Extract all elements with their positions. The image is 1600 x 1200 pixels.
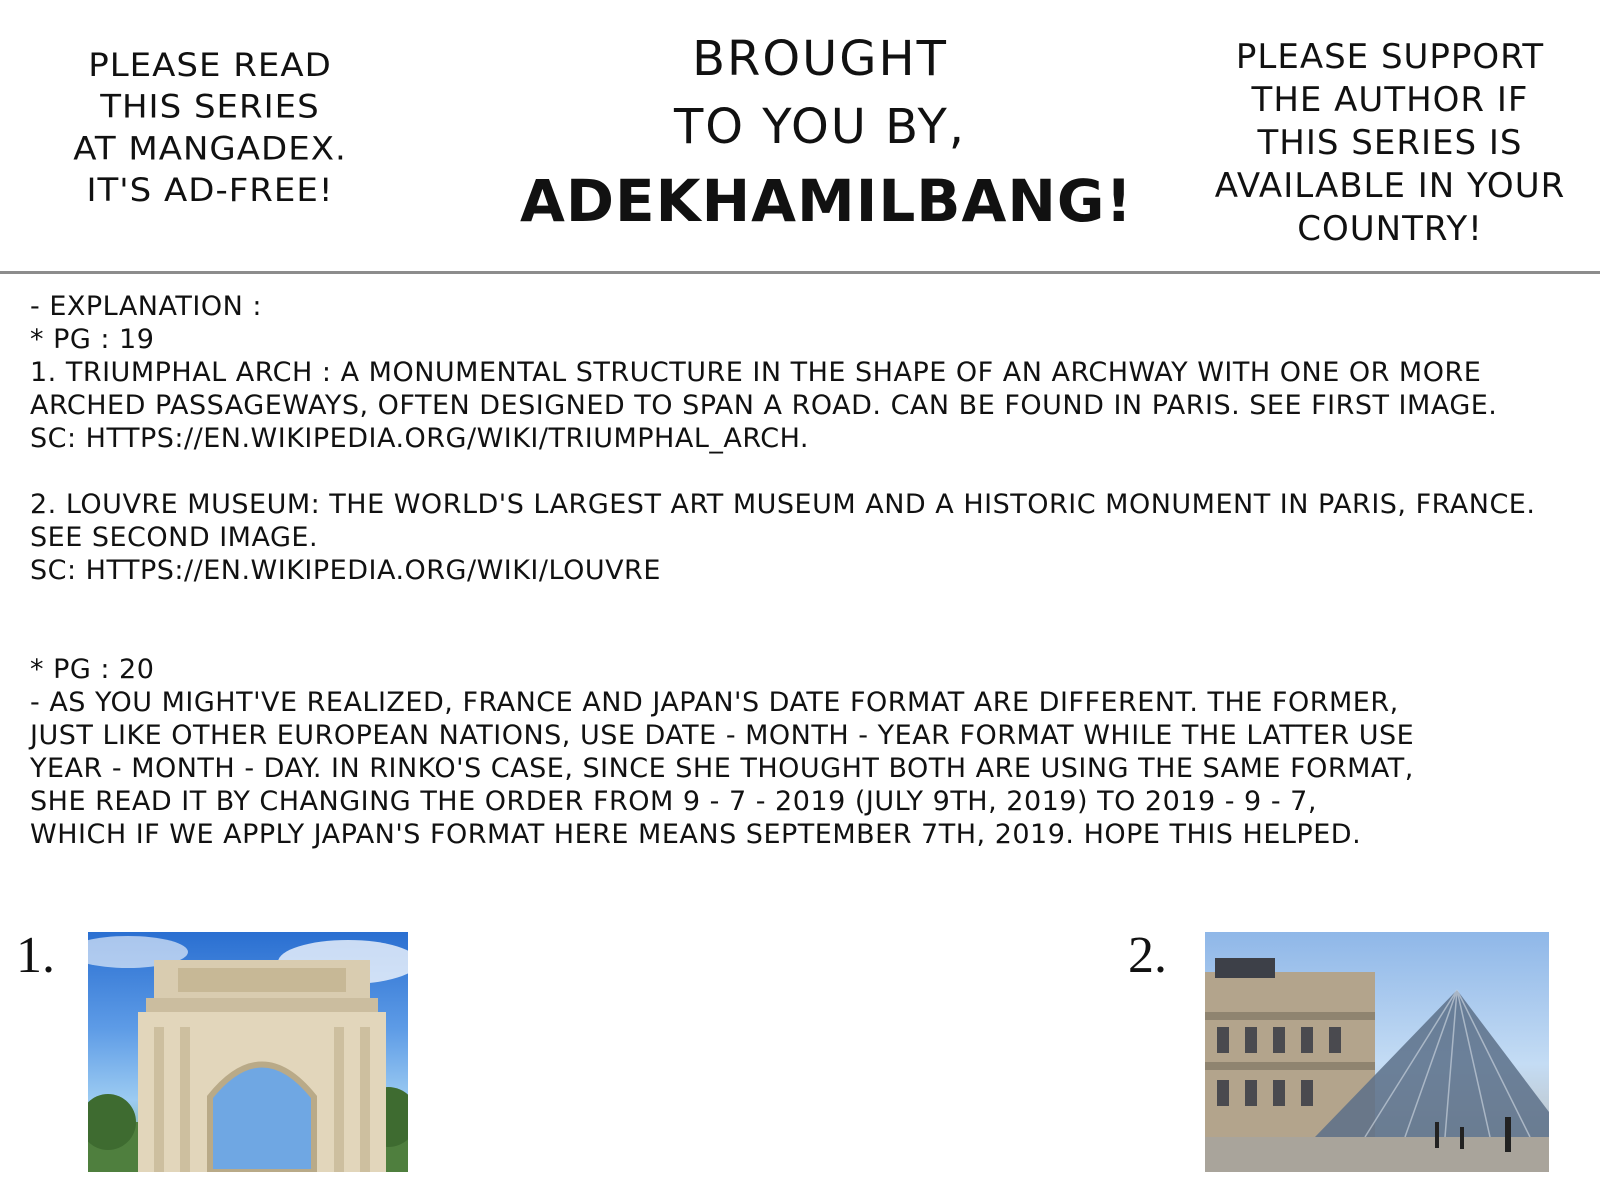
mangadex-notice-line: IT'S AD-FREE! (86, 171, 334, 210)
mangadex-notice-line: THIS SERIES (100, 88, 320, 127)
louvre-pyramid-illustration (1205, 932, 1549, 1172)
scanlator-credit (520, 28, 1133, 238)
explanation-notes (30, 290, 1590, 851)
note-line: SC: HTTPS://EN.WIKIPEDIA.ORG/WIKI/TRIUMPHAL_ARCH. (30, 423, 810, 454)
credit-line-brought: BROUGHT (692, 31, 948, 87)
triumphal-arch-illustration (88, 932, 408, 1172)
mangadex-notice-line: PLEASE READ (88, 46, 332, 85)
header-divider (0, 271, 1600, 274)
note-line: SHE READ IT BY CHANGING THE ORDER FROM 9 - 7 - 2019 (JULY 9TH, 2019) TO 2019 - 9 - 7, (30, 786, 1317, 817)
figure-2-label: 2. (1128, 927, 1167, 984)
note-line: 2. LOUVRE MUSEUM: THE WORLD'S LARGEST ART MUSEUM AND A HISTORIC MONUMENT IN PARIS, FRANCE. (30, 489, 1536, 520)
note-line: WHICH IF WE APPLY JAPAN'S FORMAT HERE MEANS SEPTEMBER 7TH, 2019. HOPE THIS HELPED. (30, 819, 1362, 850)
note-line: JUST LIKE OTHER EUROPEAN NATIONS, USE DATE - MONTH - YEAR FORMAT WHILE THE LATTER USE (30, 720, 1415, 751)
spacer (30, 587, 1590, 653)
page-20-label: * PG : 20 (30, 654, 155, 685)
note-line: - AS YOU MIGHT'VE REALIZED, FRANCE AND JAPAN'S DATE FORMAT ARE DIFFERENT. THE FORMER, (30, 687, 1399, 718)
note-line: ARCHED PASSAGEWAYS, OFTEN DESIGNED TO SPAN A ROAD. CAN BE FOUND IN PARIS. SEE FIRST IMAGE. (30, 390, 1498, 421)
support-notice-line: THE AUTHOR IF (1251, 80, 1529, 120)
note-line: SEE SECOND IMAGE. (30, 522, 319, 553)
louvre-pyramid-photo (1205, 932, 1549, 1172)
page-19-label: * PG : 19 (30, 324, 155, 355)
note-line: 1. TRIUMPHAL ARCH : A MONUMENTAL STRUCTURE IN THE SHAPE OF AN ARCHWAY WITH ONE OR MORE (30, 357, 1482, 388)
note-line: YEAR - MONTH - DAY. IN RINKO'S CASE, SINCE SHE THOUGHT BOTH ARE USING THE SAME FORMAT, (30, 753, 1414, 784)
support-notice-line: COUNTRY! (1297, 209, 1483, 249)
spacer (30, 455, 1590, 488)
mangadex-notice (40, 44, 380, 211)
credit-line-to-you-by: TO YOU BY, (673, 99, 967, 155)
explanation-heading: - EXPLANATION : (30, 291, 262, 322)
mangadex-notice-line: AT MANGADEX. (73, 129, 347, 168)
support-notice-line: THIS SERIES IS (1257, 123, 1523, 163)
support-author-notice (1200, 36, 1580, 251)
support-notice-line: PLEASE SUPPORT (1235, 37, 1545, 77)
figure-1-label: 1. (16, 927, 55, 984)
support-notice-line: AVAILABLE IN YOUR (1214, 166, 1566, 206)
triumphal-arch-photo (88, 932, 408, 1172)
scanlator-name: ADEKHAMILBANG! (520, 167, 1133, 235)
note-line: SC: HTTPS://EN.WIKIPEDIA.ORG/WIKI/LOUVRE (30, 555, 661, 586)
credits-header (0, 0, 1600, 272)
